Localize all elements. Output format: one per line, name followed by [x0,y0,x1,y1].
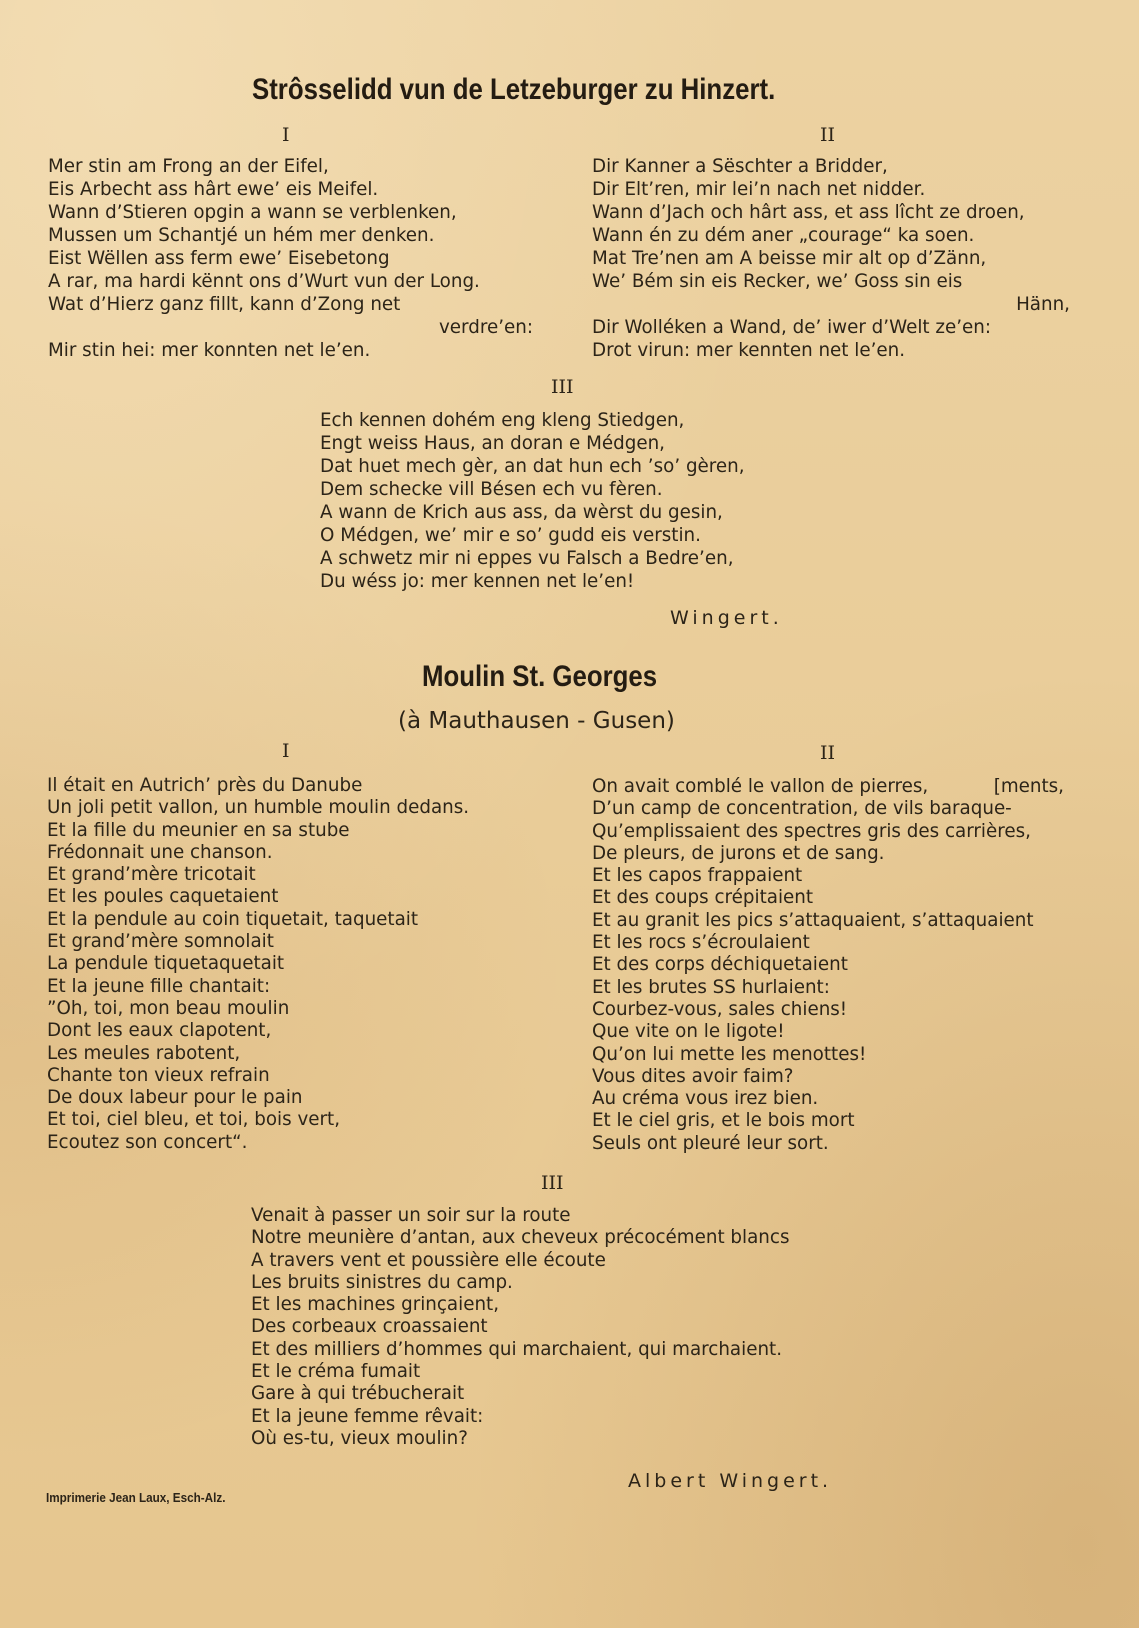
verse-line: Dir Kanner a Sëschter a Bridder, [592,156,888,177]
verse-line: D’un camp de concentration, de vils baraque- [592,798,1012,820]
poem2-stanza2 [592,776,1072,1155]
verse-line-continuation: [ments, [993,776,1064,797]
verse-line: Mussen um Schantjé un hém mer denken. [48,225,435,246]
verse-line: Seuls ont pleuré leur sort. [592,1132,829,1154]
verse-line: O Médgen, we’ mir e so’ gudd eis verstin. [320,525,701,546]
verse-line: Wann én zu dém aner „courage“ ka soen. [592,225,975,246]
verse-line: Et des corps déchiquetaient [592,954,848,976]
verse-line: Et la jeune fille chantait: [47,975,271,997]
verse-line-text: On avait comblé le vallon de pierres, [592,776,929,797]
printer-imprint: Imprimerie Jean Laux, Esch-Alz. [46,1490,226,1505]
poem1-stanza1 [48,155,533,362]
verse-line: Dir Elt’ren, mir lei’n nach net nidder. [592,179,926,200]
verse-line: Courbez-vous, sales chiens! [592,998,848,1020]
verse-line: Et les brutes SS hurlaient: [592,976,830,998]
verse-line: De doux labeur pour le pain [47,1087,303,1109]
poem1-stanza2-number: II [820,124,836,146]
poem1-stanza1-number: I [282,124,290,146]
verse-line: Dir Wolléken a Wand, de’ iwer d’Welt ze’en: [592,317,992,338]
verse-line: Qu’on lui mette les menottes! [592,1043,867,1065]
verse-line: A rar, ma hardi kënnt ons d’Wurt vun der Long. [48,271,480,292]
verse-line: Wann d’Jach och hârt ass, et ass lîcht ze droen, [592,202,1025,223]
verse-line: Et la jeune femme rêvait: [251,1405,484,1427]
verse-line: Et la pendule au coin tiquetait, taquetait [47,908,419,930]
poem1-stanza3-number: III [551,376,574,398]
verse-line: Eist Wëllen ass ferm ewe’ Eisebetong [48,248,390,269]
verse-line: Il était en Autrich’ près du Danube [47,775,363,796]
verse-line: Gare à qui trébucherait [251,1383,465,1405]
poem2-stanza3 [251,1205,891,1450]
verse-line: Et la fille du meunier en sa stube [47,819,350,841]
verse-line: A travers vent et poussière elle écoute [251,1249,606,1271]
verse-line: A schwetz mir ni eppes vu Falsch a Bedre’en, [320,548,734,569]
verse-line: Des corbeaux croassaient [251,1316,488,1338]
verse-line: Qu’emplissaient des spectres gris des carrières, [592,820,1031,842]
poem2-title: Moulin St. Georges [422,660,658,693]
verse-line: Et les machines grinçaient, [251,1294,500,1316]
poem2-stanza2-number: II [820,742,836,764]
verse-line: Un joli petit vallon, un humble moulin dedans. [47,797,470,819]
verse-line [592,776,1072,798]
verse-line: Et les rocs s’écroulaient [592,932,810,954]
verse-line: Et grand’mère somnolait [47,931,274,953]
verse-line: A wann de Krich aus ass, da wèrst du gesin, [320,502,723,523]
poem2-stanza1-number: I [282,740,290,762]
verse-line: Frédonnait une chanson. [47,841,273,863]
verse-line: Eis Arbecht ass hârt ewe’ eis Meifel. [48,179,379,200]
verse-line: ”Oh, toi, mon beau moulin [47,997,290,1019]
poem1-stanza3 [320,409,840,593]
verse-line: Les bruits sinistres du camp. [251,1271,513,1293]
verse-line: Mer stin am Frong an der Eifel, [48,156,329,177]
verse-line-continuation: Hänn, [1016,294,1070,315]
verse-line: Dont les eaux clapotent, [47,1020,272,1042]
verse-line: Mir stin hei: mer konnten net le’en. [48,340,371,361]
verse-line: Où es-tu, vieux moulin? [251,1427,468,1449]
poem2-subtitle: (à Mauthausen - Gusen) [398,708,675,734]
verse-line: Dem schecke vill Bésen ech vu fèren. [320,479,663,500]
verse-line: Wann d’Stieren opgin a wann se verblenken, [48,202,457,223]
verse-line: Au créma vous irez bien. [592,1088,819,1110]
verse-line: Et les poules caquetaient [47,886,279,908]
verse-line: Mat Tre’nen am A beisse mir alt op d’Zänn, [592,248,987,269]
verse-line: Et le ciel gris, et le bois mort [592,1110,855,1132]
verse-line: La pendule tiquetaquetait [47,953,285,975]
verse-line: Et des coups crépitaient [592,887,814,909]
poem1-stanza2 [592,155,1070,362]
verse-line: Et au granit les pics s’attaquaient, s’attaquaient [592,909,1034,931]
verse-line: Notre meunière d’antan, aux cheveux précocément blancs [251,1227,790,1249]
verse-line: Et grand’mère tricotait [47,864,256,886]
poem2-stanza1 [47,775,547,1154]
verse-line: Chante ton vieux refrain [47,1064,270,1086]
verse-line-continuation: verdre’en: [438,317,533,338]
verse-line: Venait à passer un soir sur la route [251,1205,571,1226]
verse-line: We’ Bém sin eis Recker, we’ Goss sin eis [592,271,963,292]
verse-line: Ecoutez son concert“. [47,1131,248,1153]
poem1-signature: Wingert. [670,607,783,629]
verse-line: Et le créma fumait [251,1361,421,1383]
verse-line: Du wéss jo: mer kennen net le’en! [320,571,635,592]
verse-line: Que vite on le ligote! [592,1021,785,1043]
poem1-title: Strôsselidd vun de Letzeburger zu Hinzert. [252,73,776,106]
verse-line: Engt weiss Haus, an doran e Médgen, [320,433,665,454]
verse-line: Vous dites avoir faim? [592,1065,794,1087]
verse-line: Et toi, ciel bleu, et toi, bois vert, [47,1109,341,1131]
verse-line: Ech kennen dohém eng kleng Stiedgen, [320,410,685,431]
verse-line: De pleurs, de jurons et de sang. [592,842,885,864]
verse-line: Wat d’Hierz ganz fillt, kann d’Zong net [48,294,401,315]
poem2-signature: Albert Wingert. [628,1470,833,1492]
verse-line: Les meules rabotent, [47,1042,241,1064]
verse-line: Dat huet mech gèr, an dat hun ech ’so’ gèren, [320,456,745,477]
verse-line: Et des milliers d’hommes qui marchaient, qui marchaient. [251,1338,783,1360]
verse-line: Drot virun: mer kennten net le’en. [592,340,906,361]
verse-line: Et les capos frappaient [592,865,803,887]
poem2-stanza3-number: III [541,1172,564,1194]
